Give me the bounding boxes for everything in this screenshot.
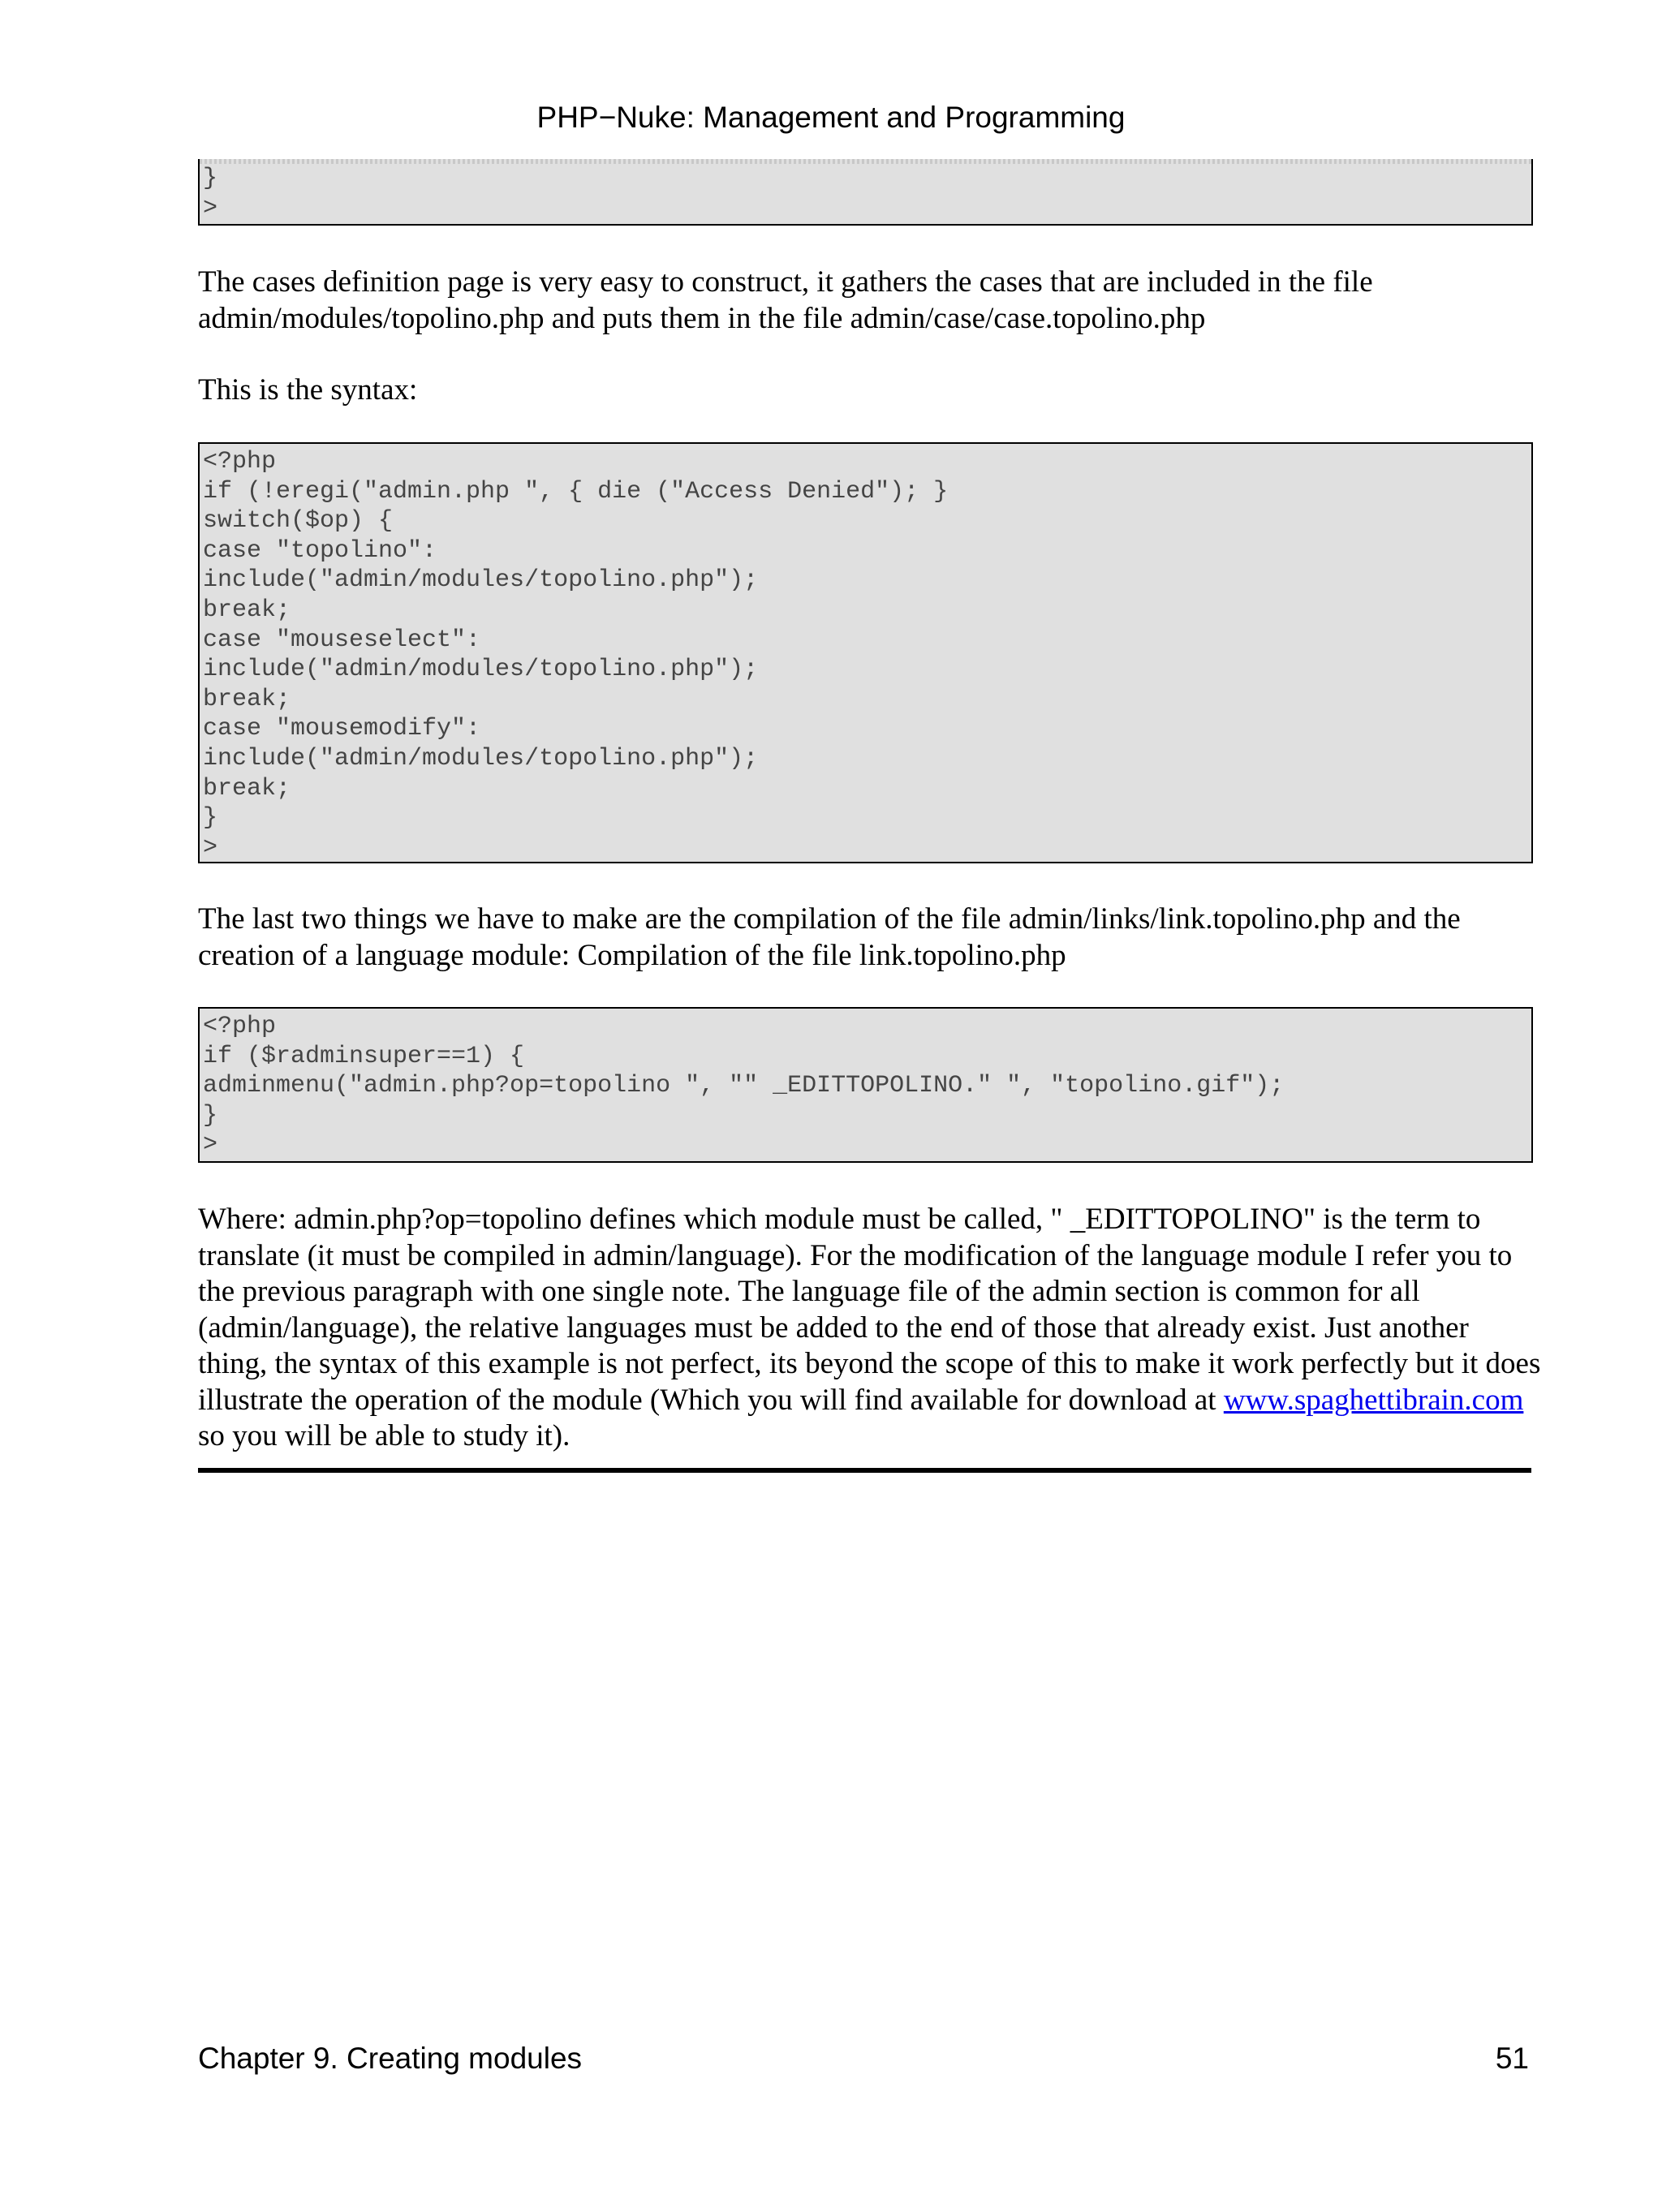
code-line: case "topolino": bbox=[203, 536, 437, 565]
code-line: case "mousemodify": bbox=[203, 715, 481, 743]
code-line: > bbox=[203, 1131, 218, 1160]
page-header-title: PHP−Nuke: Management and Programming bbox=[536, 101, 1126, 134]
paragraph-where-explanation bbox=[198, 1202, 1545, 1455]
footer-chapter-title: Chapter 9. Creating modules bbox=[198, 2042, 583, 2075]
paragraph-last-two-things: The last two things we have to make are the compilation of the file admin/links/link.topolino.php and the creation of a language module: Compilation of the file link.topolino.php bbox=[198, 902, 1461, 972]
paragraph-text: Where: admin.php?op=topolino defines which module must be called, " _EDITTOPOLINO" is the term to translate (it must be compiled in admin/language). For the modification of the language module I refer you to the previous paragraph with one single note. The language file of the admin section is common for all (admin/language), the relative languages must be added to the end of those that already exist. Just another thing, the syntax of this example is not perfect, its beyond the scope of this to make it work perfectly but it does illustrate the operation of the module (Which you will find available for download at bbox=[198, 1203, 1541, 1417]
code-line: break; bbox=[203, 596, 291, 624]
code-line: > bbox=[203, 833, 218, 862]
section-divider bbox=[198, 1468, 1531, 1473]
code-block-link-file bbox=[198, 1007, 1533, 1163]
spaghettibrain-link[interactable]: www.spaghettibrain.com bbox=[1223, 1383, 1524, 1417]
code-line: <?php bbox=[203, 1013, 277, 1040]
code-line: > bbox=[203, 194, 218, 222]
code-line: break; bbox=[203, 774, 291, 803]
code-line: include("admin/modules/topolino.php"); bbox=[203, 656, 759, 684]
code-line: include("admin/modules/topolino.php"); bbox=[203, 744, 759, 772]
code-line: if ($radminsuper==1) { bbox=[203, 1042, 525, 1070]
code-line: if (!eregi("admin.php ", { die ("Access Denied"); } bbox=[203, 477, 949, 506]
code-line: } bbox=[203, 165, 218, 192]
code-block-case-file bbox=[198, 442, 1533, 863]
code-line: switch($op) { bbox=[203, 507, 394, 536]
code-line: } bbox=[203, 804, 218, 833]
paragraph-text: so you will be able to study it). bbox=[198, 1419, 571, 1452]
code-block-continuation bbox=[198, 159, 1533, 226]
footer-page-number: 51 bbox=[1495, 2042, 1529, 2075]
paragraph-cases-definition: The cases definition page is very easy to construct, it gathers the cases that are included in the file admin/modules/topolino.php and puts them in the file admin/case/case.topolino.php bbox=[198, 265, 1373, 335]
code-line: include("admin/modules/topolino.php"); bbox=[203, 566, 759, 595]
code-line: break; bbox=[203, 685, 291, 713]
code-line: } bbox=[203, 1101, 218, 1130]
paragraph-syntax-intro: This is the syntax: bbox=[198, 373, 418, 407]
code-line: case "mouseselect": bbox=[203, 626, 481, 654]
code-line: adminmenu("admin.php?op=topolino ", "" _EDITTOPOLINO." ", "topolino.gif"); bbox=[203, 1072, 1285, 1100]
code-line: <?php bbox=[203, 448, 277, 476]
